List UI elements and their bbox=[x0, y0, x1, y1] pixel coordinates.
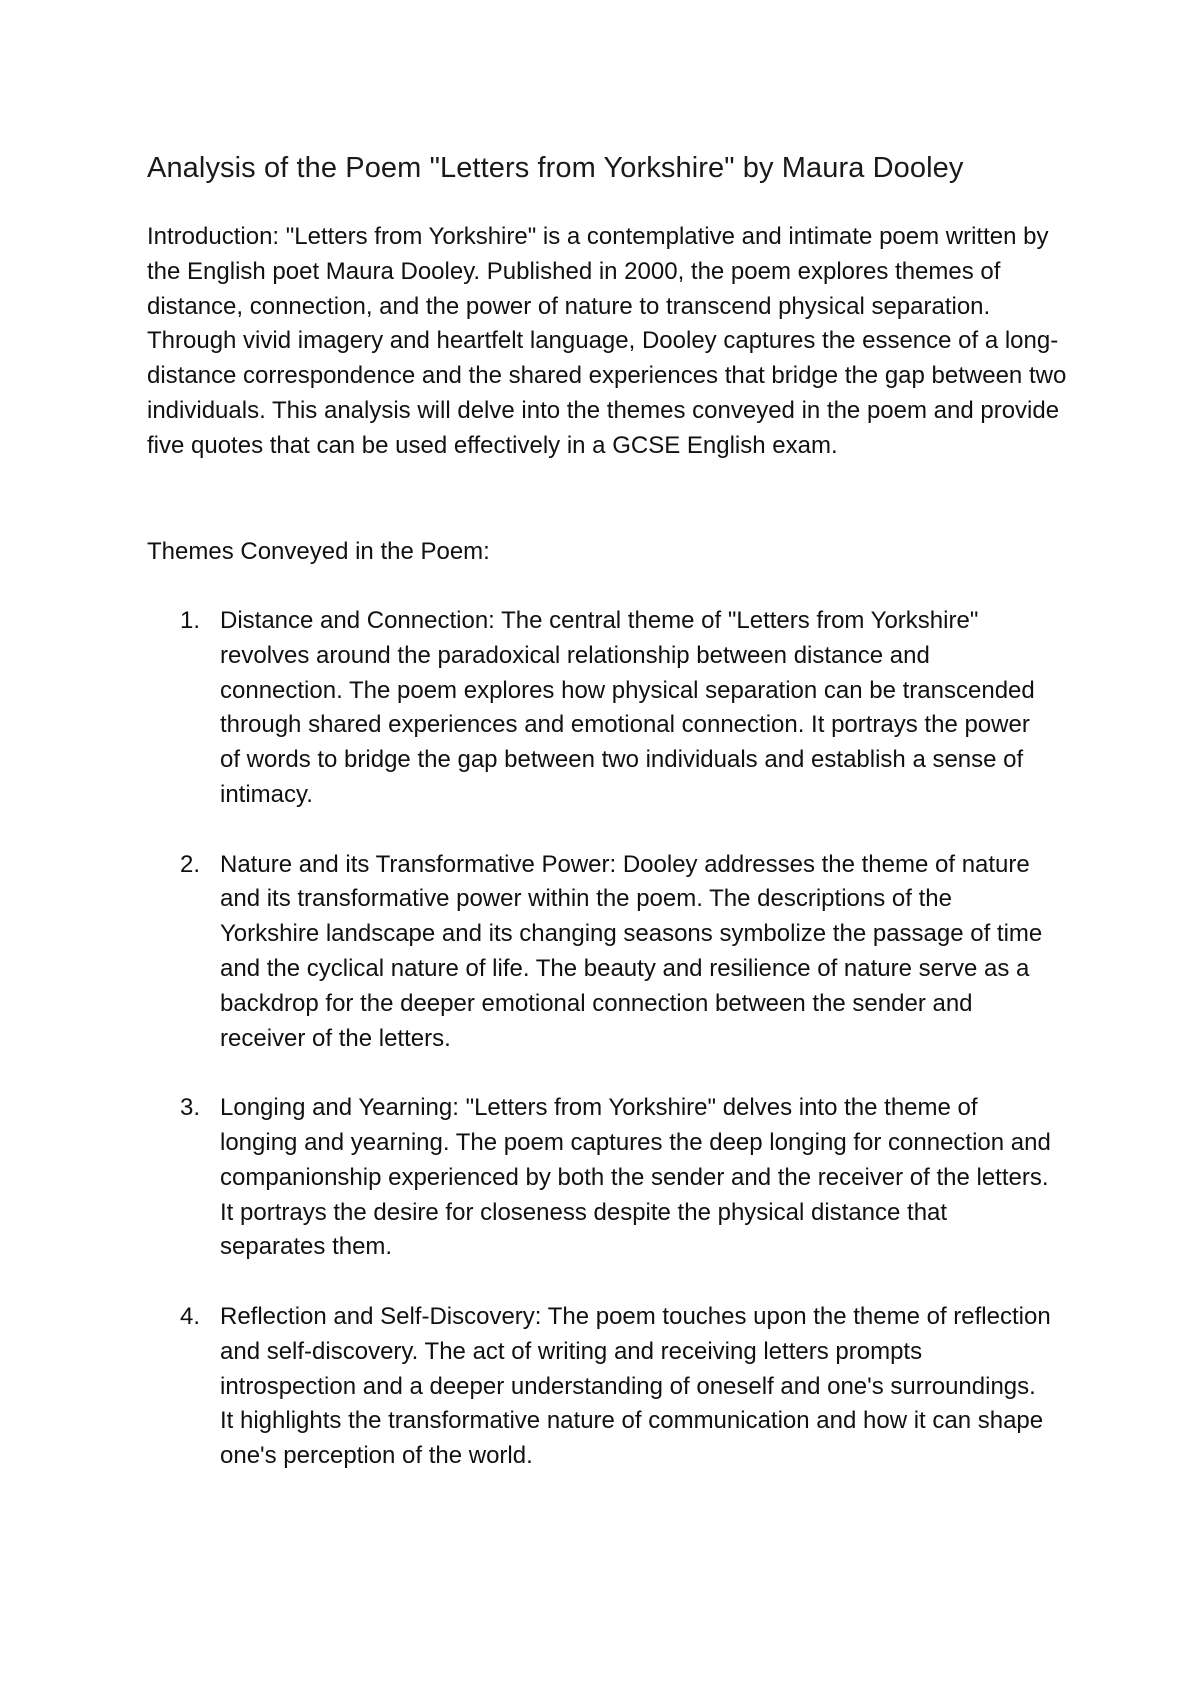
theme-text: Reflection and Self-Discovery: The poem touches upon the theme of reflection and self-discovery. The act of writing and receiving letters prompts introspection and a deeper understanding of oneself and one's surroundings. It highlights the transformative nature of communication and how it can shape one's perception of the world. bbox=[220, 1302, 1051, 1470]
theme-item-4 bbox=[0, 1300, 1055, 1474]
introduction-paragraph: Introduction: "Letters from Yorkshire" is a contemplative and intimate poem written by the English poet Maura Dooley. Published in 2000, the poem explores themes of distance, connection, and the power of nature to transcend physical separation. Through vivid imagery and heartfelt language, Dooley captures the essence of a long-distance correspondence and the shared experiences that bridge the gap between two individuals. This analysis will delve into the themes conveyed in the poem and provide five quotes that can be used effectively in a GCSE English exam. bbox=[147, 223, 1067, 459]
document-title: Analysis of the Poem "Letters from Yorkshire" by Maura Dooley bbox=[147, 152, 964, 184]
theme-number: 3. bbox=[180, 1094, 201, 1122]
theme-number: 2. bbox=[180, 850, 201, 878]
theme-text: Longing and Yearning: "Letters from Yorkshire" delves into the theme of longing and yearning. The poem captures the deep longing for connection and companionship experienced by both the sender and the receiver of the letters. It portrays the desire for closeness despite the physical distance that separates them. bbox=[220, 1094, 1051, 1261]
theme-item-2 bbox=[0, 848, 1055, 1057]
theme-text: Nature and its Transformative Power: Dooley addresses the theme of nature and its transformative power within the poem. The descriptions of the Yorkshire landscape and its changing seasons symbolize the passage of time and the cyclical nature of life. The beauty and resilience of nature serve as a backdrop for the deeper emotional connection between the sender and receiver of the letters. bbox=[220, 850, 1043, 1052]
theme-number: 4. bbox=[180, 1302, 201, 1330]
theme-number: 1. bbox=[180, 607, 201, 634]
theme-item-1 bbox=[0, 604, 1055, 813]
theme-item-3 bbox=[0, 1091, 1055, 1265]
themes-heading: Themes Conveyed in the Poem: bbox=[147, 538, 490, 565]
themes-list bbox=[0, 604, 1200, 1509]
theme-text: Distance and Connection: The central theme of "Letters from Yorkshire" revolves around the paradoxical relationship between distance and connection. The poem explores how physical separation can be transcended through shared experiences and emotional connection. It portrays the power of words to bridge the gap between two individuals and establish a sense of intimacy. bbox=[220, 607, 1035, 808]
